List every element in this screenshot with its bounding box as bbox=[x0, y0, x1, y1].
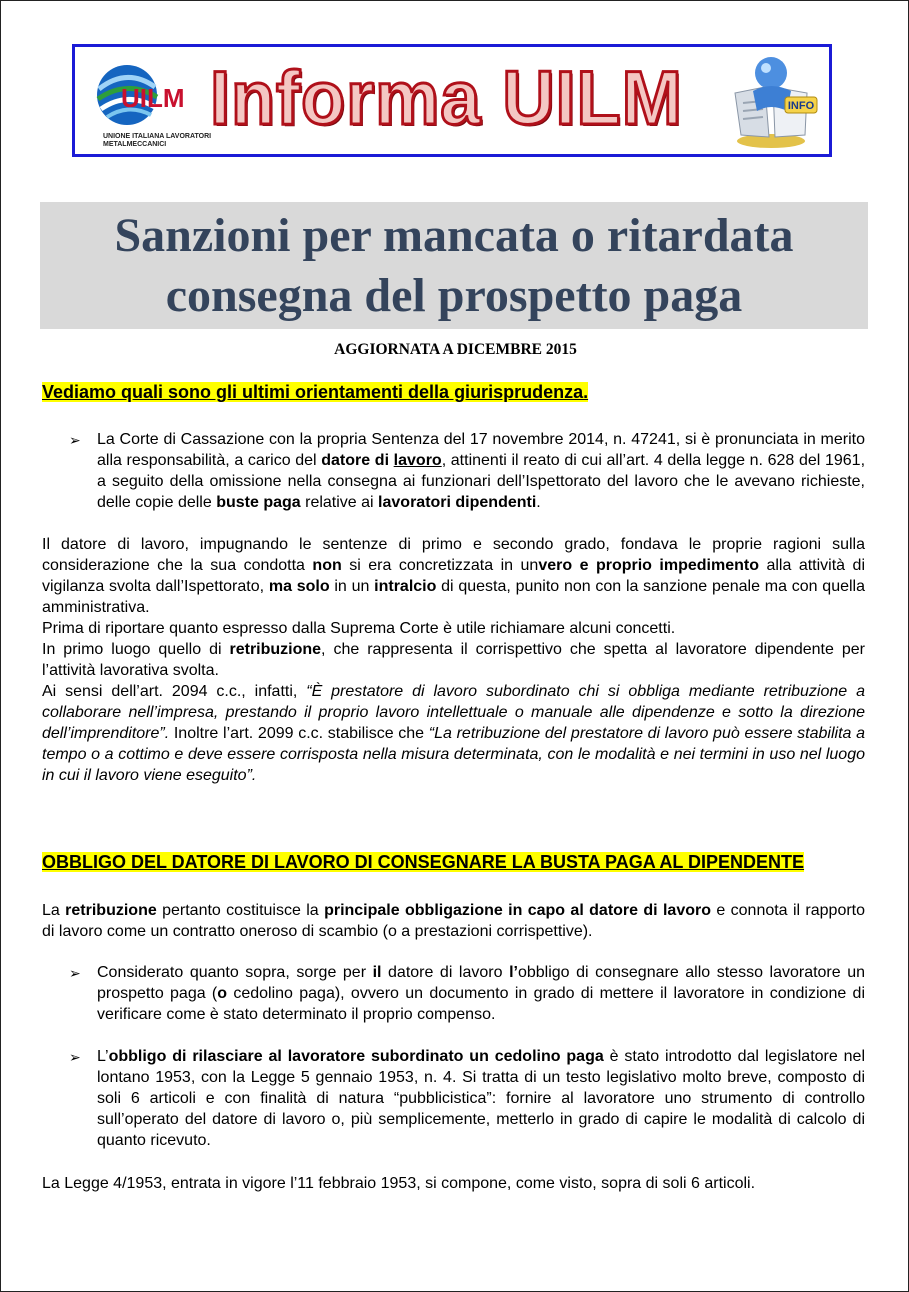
bullet-prospetto-paga: Considerato quanto sopra, sorge per il datore di lavoro l’obbligo di consegnare allo stesso lavoratore un prospetto paga (o cedolino paga), ovvero un documento in grado di mettere il lavoratore in condizione di verificare come è stato determinato il proprio compenso. bbox=[97, 964, 866, 1023]
bullet-arrow-icon: ➢ bbox=[69, 432, 81, 448]
logo-subtitle: UNIONE ITALIANA LAVORATORI METALMECCANICI bbox=[103, 133, 212, 148]
info-badge: INFO bbox=[787, 100, 815, 112]
section-heading-1 bbox=[42, 382, 588, 403]
section-heading-1-text: Vediamo quali sono gli ultimi orientamenti della giurisprudenza. bbox=[42, 382, 589, 402]
paragraph-retribuzione: In primo luogo quello di retribuzione, che rappresenta il corrispettivo che spetta al lavoratore dipendente per l’attività lavorativa svolta. bbox=[42, 641, 865, 679]
title-line-1: Sanzioni per mancata o ritardata bbox=[114, 209, 794, 262]
bullet-arrow-icon: ➢ bbox=[69, 1049, 81, 1065]
update-date: AGGIORNATA A DICEMBRE 2015 bbox=[334, 341, 577, 358]
bullet-legge-1953: L’obbligo di rilasciare al lavoratore subordinato un cedolino paga è stato introdotto dal legislatore nel lontano 1953, con la Legge 5 gennaio 1953, n. 4. Si tratta di un testo legislativo molto breve, composto di soli 6 articoli e con finalità di natura “pubblicistica”: fornire al lavoratore uno strumento di controllo sull’operato del datore di lavoro o, più semplicemente, metterlo in grado di capire le modalità di calcolo di quanto ricevuto. bbox=[97, 1048, 865, 1149]
title-box bbox=[40, 202, 868, 329]
title-line-2: consegna del prospetto paga bbox=[165, 269, 743, 322]
logo-wordmark: UILM bbox=[121, 83, 185, 113]
paragraph-legge-4-1953: La Legge 4/1953, entrata in vigore l’11 febbraio 1953, si compone, come visto, sopra di soli 6 articoli. bbox=[42, 1175, 756, 1192]
paragraph-codice-civile: Ai sensi dell’art. 2094 c.c., infatti, “È prestatore di lavoro subordinato chi si obbliga mediante retribuzione a collaborare nell’impresa, prestando il proprio lavoro intellettuale o manuale alle dipendenze e sotto la direzione dell’imprenditore”. Inoltre l’art. 2099 c.c. stabilisce che “La retribuzione del prestatore di lavoro può essere stabilita a tempo o a cottimo e deve essere corrisposta nella misura determinata, con le modalità e nei termini in uso nel luogo in cui il lavoro viene eseguito”. bbox=[42, 683, 865, 784]
uilm-logo bbox=[85, 53, 212, 151]
info-figure-icon bbox=[725, 51, 825, 151]
banner-title: Informa UILM bbox=[210, 56, 683, 141]
paragraph-datore: Il datore di lavoro, impugnando le sentenze di primo e secondo grado, fondava le proprie ragioni sulla considerazione che la sua condotta non si era concretizzata in unvero e proprio impedimento alla attività di vigilanza svolta dall’Ispettorato, ma solo in un intralcio di questa, punito non con la sanzione penale ma con quella amministrativa. bbox=[42, 536, 866, 616]
bullet-cassazione: La Corte di Cassazione con la propria Sentenza del 17 novembre 2014, n. 47241, si è pronunciata in merito alla responsabilità, a carico del datore di lavoro, attinenti il reato di cui all’art. 4 della legge n. 628 del 1961, a seguito della omissione nella consegna ai funzionari dell’Ispettorato del lavoro che le avevano richieste, delle copie delle buste paga relative ai lavoratori dipendenti. bbox=[97, 431, 866, 511]
paragraph-obbligazione: La retribuzione pertanto costituisce la principale obbligazione in capo al datore di lavoro e connota il rapporto di lavoro come un contratto oneroso di scambio (o a prestazioni corrispettive). bbox=[42, 902, 866, 940]
section-heading-2 bbox=[42, 851, 865, 873]
paragraph-concetti: Prima di riportare quanto espresso dalla Suprema Corte è utile richiamare alcuni concetti. bbox=[42, 620, 676, 637]
section-heading-2-text: OBBLIGO DEL DATORE DI LAVORO DI CONSEGNARE LA BUSTA PAGA AL DIPENDENTE bbox=[42, 852, 805, 872]
page-title bbox=[40, 206, 868, 326]
uilm-globe-icon bbox=[85, 53, 203, 133]
bullet-arrow-icon: ➢ bbox=[69, 965, 81, 981]
header-banner bbox=[72, 44, 832, 157]
